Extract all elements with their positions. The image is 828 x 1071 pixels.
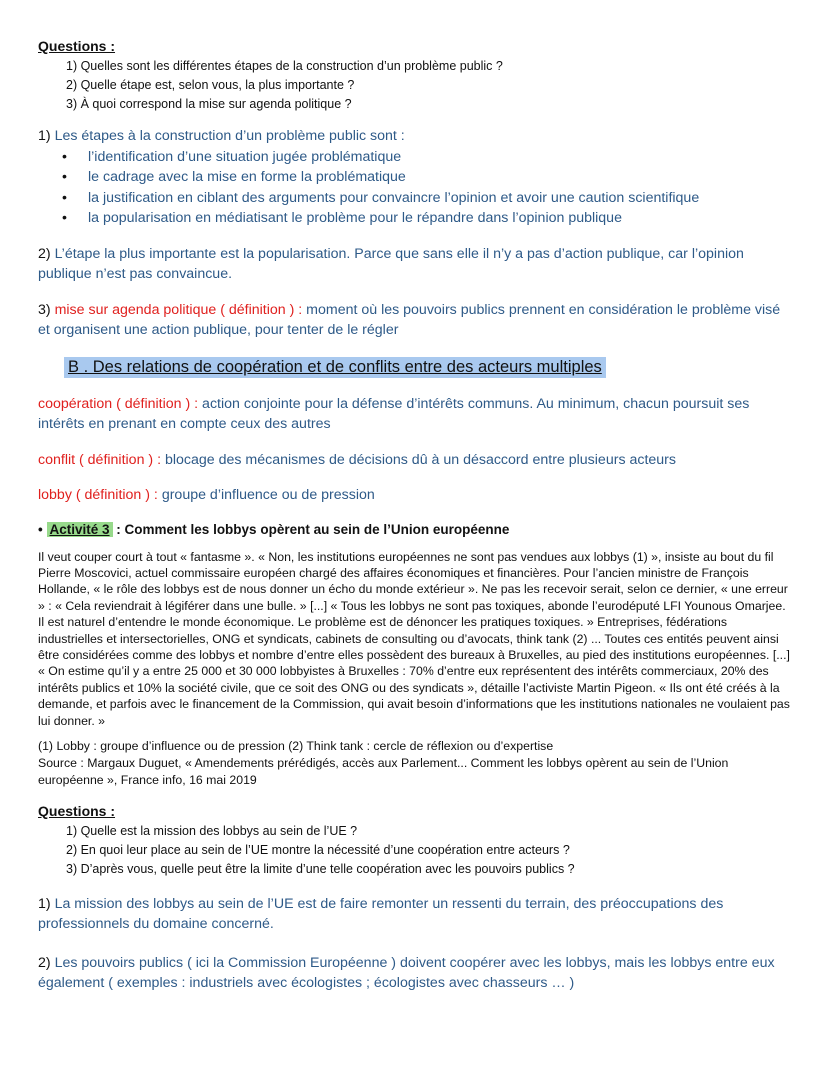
document-page: [38, 38, 790, 994]
definition-conflit: [38, 450, 790, 471]
questions-title-2: Questions :: [38, 802, 116, 819]
source-citation: Source : Margaux Duguet, « Amendements prérédigés, accès aux Parlement... Comment les lobbys opèrent au sein de l’Union européenne », France info, 16 mai 2019: [38, 755, 729, 787]
question-item: 3) D’après vous, quelle peut être la limite d’une telle coopération avec les pouvoirs publics ?: [66, 861, 575, 876]
definition-term: conflit ( définition ) :: [38, 451, 162, 468]
activity-title: : Comment les lobbys opèrent au sein de l’Union européenne: [116, 521, 510, 537]
answer-1-intro: [38, 126, 790, 147]
bullet-item: • le cadrage avec la mise en forme la problématique: [62, 167, 790, 188]
answer-text: Les étapes à la construction d’un problème public sont :: [54, 128, 405, 144]
definition-text: action conjointe pour la défense d’intérêts communs. Au minimum, chacun poursuit ses intérêts en prenant en compte ceux des autres: [38, 395, 750, 432]
questions-list-1: [66, 57, 790, 114]
definition-text: blocage des mécanismes de décisions dû à un désaccord entre plusieurs acteurs: [161, 451, 676, 468]
definition-term: lobby ( définition ) :: [38, 487, 158, 503]
answer-text: La mission des lobbys au sein de l’UE est de faire remonter un ressenti du terrain, des préoccupations des professionnels du domaine concerné.: [38, 895, 724, 933]
question-item: 1) Quelle est la mission des lobbys au sein de l’UE ?: [66, 823, 358, 838]
answer-number: 2): [38, 245, 51, 262]
question-item: 2) En quoi leur place au sein de l’UE montre la nécessité d’une coopération entre acteurs ?: [66, 842, 570, 857]
answer-b2: [38, 953, 790, 994]
definition-text: moment où les pouvoirs publics prennent en considération le problème visé et organisent une action publique, pour tenter de le régler: [38, 301, 781, 338]
definition-term: mise sur agenda politique ( définition ) :: [54, 301, 303, 318]
answer-1-bullets: [62, 147, 790, 229]
question-item: 2) Quelle étape est, selon vous, la plus importante ?: [66, 78, 355, 92]
questions-title-1: Questions :: [38, 38, 116, 54]
definition-term: coopération ( définition ) :: [38, 395, 199, 412]
activity-heading: [38, 522, 790, 537]
article-text: Il veut couper court à tout « fantasme ». « Non, les institutions européennes ne sont pas vendues aux lobbys (1) », insiste au bout du fil Pierre Moscovici, actuel commissaire européen chargé des affaires économiques et financières. Pour l’ancien ministre de François Hollande, « le rôle des lobbys est de nous donner un écho du monde extérieur ». Ne pas les recevoir serait, selon ce dernier, « une erreur » : « Cela reviendrait à légiférer dans une bulle. » [...] « Tous les lobbys ne sont pas toxiques, abonde l’eurodéputé LFI Younous Omarjee. Il est naturel d’entendre le monde économique. Le problème est de dénoncer les pratiques toxiques. » Entreprises, fédérations industrielles et intersectorielles, ONG et syndicats, cabinets de consulting ou d’avocats, think tank (2) ... Toutes ces entités peuvent ainsi être considérées comme des lobbys et nombre d’entre elles possèdent des bureaux à Bruxelles, au pied des institutions européennes. [...] « On estime qu’il y a entre 25 000 et 30 000 lobbyistes à Bruxelles : 70% d’entre eux représentent des intérêts commerciaux, 20% des intérêts publics et 10% la société civile, que ce soit des ONG ou des syndicats », détaille l’activiste Martin Pigeon. « Ils ont été créés à la demande, et parfois avec le financement de la Commission, qui avait besoin d’informations que les institutions nationales ne voulaient pas lui donner. »: [38, 549, 790, 728]
answer-2: [38, 244, 790, 285]
definition-cooperation: [38, 394, 790, 435]
question-item: 1) Quelles sont les différentes étapes de la construction d’un problème public ?: [66, 59, 503, 73]
answer-text: L’étape la plus importante est la popularisation. Parce que sans elle il n’y a pas d’action publique, car l’opinion publique n’est pas convaincue.: [38, 245, 744, 282]
footnotes: (1) Lobby : groupe d’influence ou de pression (2) Think tank : cercle de réflexion ou d’expertise: [38, 738, 554, 753]
bullet-item: • la popularisation en médiatisant le problème pour le répandre dans l’opinion publique: [62, 208, 790, 229]
answer-number: 3): [38, 301, 51, 318]
answer-3: [38, 300, 790, 341]
answer-number: 1): [38, 128, 51, 144]
answer-number: 1): [38, 895, 51, 912]
answer-b1: [38, 894, 790, 935]
bullet-item: • l’identification d’une situation jugée problématique: [62, 147, 790, 168]
activity-tag: Activité 3: [47, 522, 113, 537]
section-heading-wrapper: [38, 357, 790, 378]
definition-lobby: [38, 485, 790, 506]
bullet-icon: •: [38, 521, 43, 537]
answer-number: 2): [38, 954, 51, 971]
answer-text: Les pouvoirs publics ( ici la Commission Européenne ) doivent coopérer avec les lobbys, mais les lobbys entre eux également ( exemples : industriels avec écologistes ; écologistes avec chasseurs … ): [38, 954, 775, 992]
questions-list-2: [66, 822, 790, 879]
definition-text: groupe d’influence ou de pression: [157, 487, 375, 503]
question-item: 3) À quoi correspond la mise sur agenda politique ?: [66, 97, 352, 111]
bullet-item: • la justification en ciblant des arguments pour convaincre l’opinion et avoir une caution scientifique: [62, 188, 790, 209]
section-heading: B . Des relations de coopération et de conflits entre des acteurs multiples: [64, 357, 606, 378]
